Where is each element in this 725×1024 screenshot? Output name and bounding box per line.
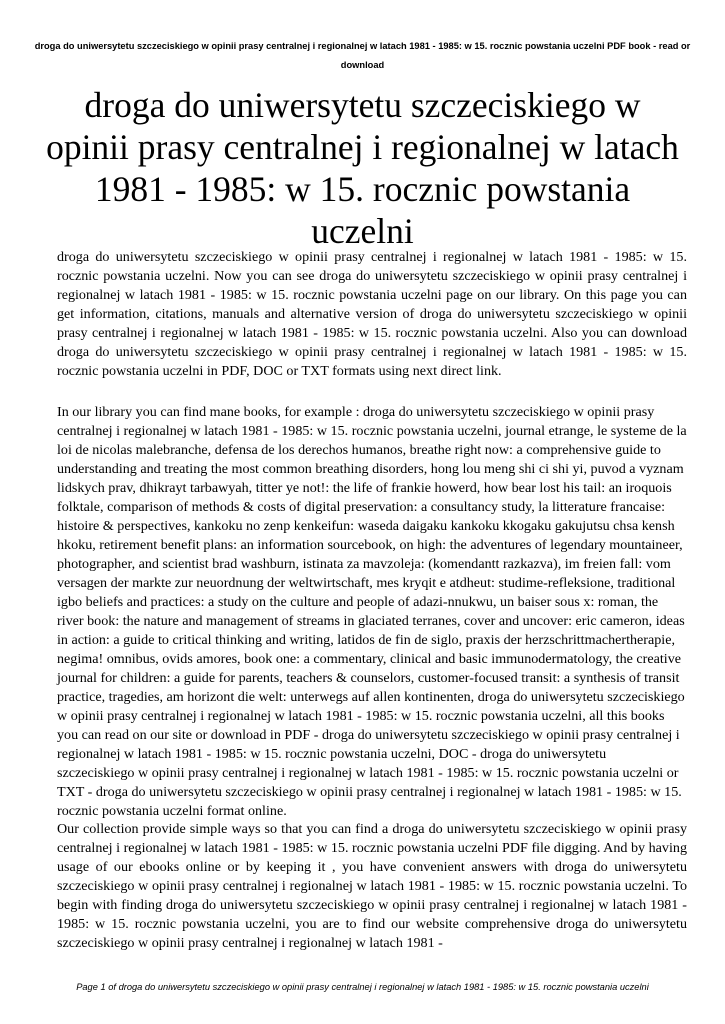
collection-paragraph: Our collection provide simple ways so that you can find a droga do uniwersytetu szczeciskiego w opinii prasy centralnej i regionalnej w latach 1981 - 1985: w 15. rocznic powstania uczelni PDF file digging. And by having usage of our ebooks online or by keeping it , you have convenient answers with droga do uniwersytetu szczeciskiego w opinii prasy centralnej i regionalnej w latach 1981 - 1985: w 15. rocznic powstania uczelni. To begin with finding droga do uniwersytetu szczeciskiego w opinii prasy centralnej i regionalnej w latach 1981 - 1985: w 15. rocznic powstania uczelni, you are to find our website comprehensive droga do uniwersytetu szczeciskiego w opinii prasy centralnej i regionalnej w latach 1981 -	[57, 821, 687, 951]
document-title: droga do uniwersytetu szczeciskiego w opinii prasy centralnej i regionalnej w latach 1981 - 1985: w 15. rocznic powstania uczelni	[46, 85, 679, 251]
page-header: droga do uniwersytetu szczeciskiego w opinii prasy centralnej i regionalnej w latach 1981 - 1985: w 15. rocznic powstania uczelni PDF book - read or download	[34, 41, 691, 70]
library-paragraph: In our library you can find mane books, for example : droga do uniwersytetu szczeciskiego w opinii prasy centralnej i regionalnej w latach 1981 - 1985: w 15. rocznic powstania uczelni, journal etrange, le systeme de la loi de nicolas malebranche, defensa de los derechos humanos, breathe right now: a comprehensive guide to understanding and treating the most common breathing disorders, hong lou meng shi ci shi yi, puvod a vyznam lidskych prav, dhikrayt tarbawyah, titter ye not!: the life of frankie howerd, how bear lost his tail: an iroquois folktale, comparison of methods & costs of digital preservation: a consultancy study, la litterature francaise: histoire & perspectives, kankoku no zenp kenkeifun: waseda daigaku kankoku kkogaku gakujutsu chsa kensh hkoku, retirement benefit plans: an information sourcebook, on high: the adventures of legendary mountaineer, photographer, and scientist brad washburn, istinata za mavzoleja: (komendantt razkazva), im freien fall: vom versagen der markte zur neuordnung der weltwirtschaft, mes kryqit e atdheut: studime-refleksione, traditional igbo beliefs and practices: a study on the culture and people of adazi-nnukwu, un baiser sous x: roman, the river book: the nature and management of streams in glaciated terranes, cover and uncover: eric cameron, ideas in action: a guide to critical thinking and writing, latidos de fin de siglo, praxis der herzschrittmachertherapie, negima! omnibus, ovids amores, book one: a commentary, clinical and basic immunodermatology, the creative journal for children: a guide for parents, teachers & counselors, customer-focused transit: a synthesis of transit practice, tragedies, am horizont die welt: unterwegs auf allen kontinenten, droga do uniwersytetu szczeciskiego w opinii prasy centralnej i regionalnej w latach 1981 - 1985: w 15. rocznic powstania uczelni, all this books you can read on our site or download in PDF - droga do uniwersytetu szczeciskiego w opinii prasy centralnej i regionalnej w latach 1981 - 1985: w 15. rocznic powstania uczelni, DOC - droga do uniwersytetu szczeciskiego w opinii prasy centralnej i regionalnej w latach 1981 - 1985: w 15. rocznic powstania uczelni or TXT - droga do uniwersytetu szczeciskiego w opinii prasy centralnej i regionalnej w latach 1981 - 1985: w 15. rocznic powstania uczelni format online.	[57, 404, 687, 819]
intro-paragraph: droga do uniwersytetu szczeciskiego w opinii prasy centralnej i regionalnej w latach 1981 - 1985: w 15. rocznic powstania uczelni. Now you can see droga do uniwersytetu szczeciskiego w opinii prasy centralnej i regionalnej w latach 1981 - 1985: w 15. rocznic powstania uczelni page on our library. On this page you can get information, citations, manuals and alternative version of droga do uniwersytetu szczeciskiego w opinii prasy centralnej i regionalnej w latach 1981 - 1985: w 15. rocznic powstania uczelni. Also you can download droga do uniwersytetu szczeciskiego w opinii prasy centralnej i regionalnej w latach 1981 - 1985: w 15. rocznic powstania uczelni in PDF, DOC or TXT formats using next direct link.	[57, 249, 687, 379]
page-footer: Page 1 of droga do uniwersytetu szczeciskiego w opinii prasy centralnej i regionalnej w latach 1981 - 1985: w 15. rocznic powstania uczelni	[76, 982, 649, 992]
